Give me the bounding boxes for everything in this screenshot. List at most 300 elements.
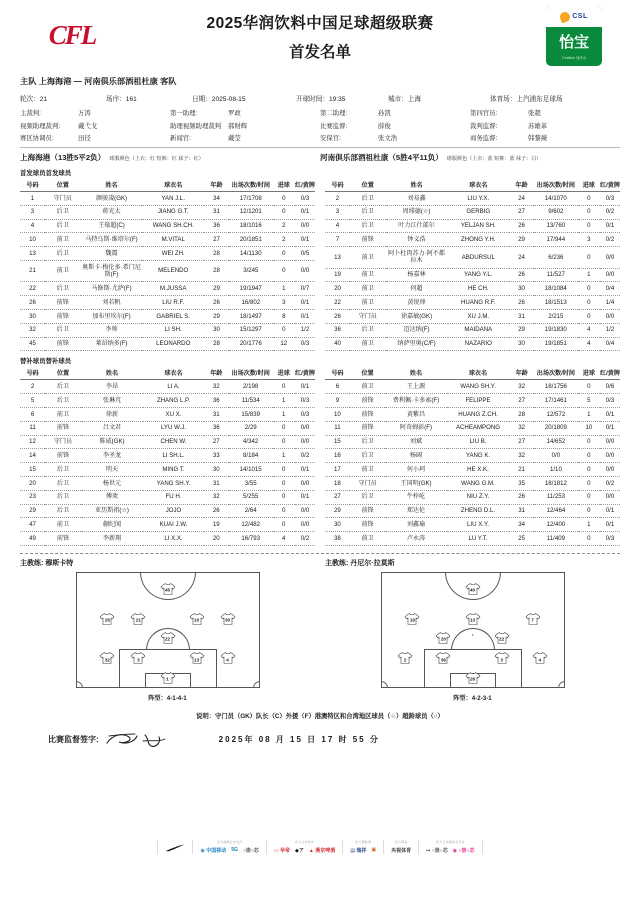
table-row <box>325 394 620 408</box>
table-row <box>20 518 315 532</box>
th-name: 姓名 <box>81 177 143 192</box>
cell-apps: 11/527 <box>534 268 578 282</box>
player-shirt-number: 32 <box>104 657 110 663</box>
cell-shirt: GERBIG <box>448 205 509 219</box>
sponsor-logo-icon: ○崇○芯 <box>242 847 259 854</box>
subs-section-label: 替补球员替补球员 <box>20 358 72 366</box>
cell-age: 26 <box>509 219 534 233</box>
player-shirt-icon <box>160 671 175 684</box>
cell-goals: 1 <box>578 407 600 421</box>
cell-name: 刘若帆 <box>81 296 143 310</box>
cell-goals: 4 <box>273 532 295 546</box>
cell-cards: 0/1 <box>600 219 620 233</box>
cell-num: 19 <box>325 268 350 282</box>
cell-age: 30 <box>509 337 534 351</box>
cell-cards: 0/1 <box>295 296 315 310</box>
cell-name: 张琳芃 <box>81 394 143 408</box>
starters-section-label: 首发球员首发球员 <box>20 170 72 177</box>
cell-shirt: LI X.X. <box>143 532 204 546</box>
cell-pos: 后卫 <box>45 205 81 219</box>
cell-pos: 前卫 <box>350 268 386 282</box>
cell-pos: 前卫 <box>350 380 385 394</box>
cell-apps: 14/1070 <box>534 192 578 206</box>
official-value: 万涛 <box>78 110 91 117</box>
player-shirt-icon <box>220 612 235 625</box>
csl-mark-text: CSL <box>572 13 588 20</box>
table-row <box>325 380 620 394</box>
cell-age: 36 <box>204 421 229 435</box>
cell-pos: 后卫 <box>350 323 386 337</box>
cell-cards: 0/0 <box>295 518 315 532</box>
cell-goals: 0 <box>578 192 600 206</box>
cell-pos: 后卫 <box>45 219 81 233</box>
th-age: 年龄 <box>204 365 229 380</box>
cell-shirt: YANG K. <box>447 449 509 463</box>
cell-name: 叶力江什部尔 <box>386 219 448 233</box>
cell-cards: 0/3 <box>295 407 315 421</box>
cell-name: 牛梓屹 <box>385 490 447 504</box>
cell-shirt: LIU Y.X. <box>448 192 509 206</box>
player-shirt-icon <box>189 612 204 625</box>
table-row <box>325 504 620 518</box>
table-row <box>20 435 315 449</box>
cell-shirt: CHEN W. <box>143 435 204 449</box>
cell-goals: 0 <box>273 504 295 518</box>
cell-goals: 0 <box>578 504 600 518</box>
cell-cards: 0/3 <box>295 337 315 351</box>
cell-cards: 0/0 <box>295 421 315 435</box>
cell-apps: 2/215 <box>534 309 578 323</box>
th-shirt: 球衣名 <box>143 365 204 380</box>
cell-cards: 0/0 <box>600 435 620 449</box>
cell-shirt: ABDURSUL <box>448 247 509 268</box>
cell-num: 16 <box>325 449 350 463</box>
cell-num: 18 <box>325 476 350 490</box>
flame-icon <box>559 10 572 23</box>
official-label: 安保官: <box>320 135 341 142</box>
cell-pos: 后卫 <box>350 219 386 233</box>
page-subtitle: 首发名单 <box>288 43 351 61</box>
cell-name: 黄紫昌 <box>385 407 447 421</box>
cell-pos: 后卫 <box>45 247 81 261</box>
official-value: 韩黎薇 <box>528 135 548 142</box>
cell-shirt: WANG G.M. <box>447 476 509 490</box>
cell-cards: 0/3 <box>295 192 315 206</box>
cell-shirt: M.VITAL <box>142 233 204 247</box>
cell-pos: 后卫 <box>350 435 385 449</box>
cell-goals: 0 <box>273 247 295 261</box>
cell-cards: 0/1 <box>600 421 620 435</box>
cell-goals: 0 <box>578 449 600 463</box>
official-label: 赛区协调员: <box>20 135 54 142</box>
csl-badge <box>546 6 602 27</box>
player-shirt-number: 4 <box>226 657 229 663</box>
cell-age: 33 <box>204 449 229 463</box>
home-subs-col <box>20 365 315 546</box>
cell-name: 傅欢 <box>81 490 143 504</box>
cell-num: 47 <box>20 518 45 532</box>
table-row <box>20 260 315 281</box>
penalty-arc <box>451 628 495 650</box>
cell-shirt: NAZARIO <box>448 337 509 351</box>
cell-pos: 后卫 <box>45 490 81 504</box>
cell-apps: 15/1297 <box>229 323 273 337</box>
player-shirt-number: 21 <box>135 617 141 623</box>
cell-apps: 12/464 <box>534 504 578 518</box>
cell-apps: 3/245 <box>229 260 273 281</box>
cell-age: 26 <box>204 296 229 310</box>
cell-age: 31 <box>204 205 229 219</box>
player-shirt-number: 30 <box>224 617 231 623</box>
th-pos: 位置 <box>350 177 386 192</box>
cell-goals: 4 <box>578 337 600 351</box>
table-row <box>325 296 620 310</box>
cell-age: 36 <box>204 219 229 233</box>
cell-apps: 12/400 <box>534 518 578 532</box>
cell-cards: 0/1 <box>600 407 620 421</box>
cell-goals: 0 <box>273 435 295 449</box>
cell-pos: 前卫 <box>350 463 385 477</box>
cell-shirt: JIANG G.T. <box>142 205 204 219</box>
cell-age: 34 <box>509 518 534 532</box>
cell-cards: 0/1 <box>600 504 620 518</box>
cfl-logo-text: CFL <box>48 19 96 50</box>
cell-shirt: JOJO <box>143 504 204 518</box>
cell-cards: 0/3 <box>600 192 620 206</box>
player-shirt-number: 36 <box>440 657 446 663</box>
cell-apps: 17/944 <box>534 233 578 247</box>
cell-name: 蒯纪闻 <box>81 518 143 532</box>
cell-apps: 14/652 <box>534 435 578 449</box>
corner-arc <box>253 681 260 688</box>
sponsor-blue-icon: ▤ 瑞祥 <box>350 847 367 854</box>
cell-pos: 后卫 <box>350 490 385 504</box>
cell-goals: 0 <box>273 380 295 394</box>
away-subs-col <box>325 365 620 546</box>
cell-num: 11 <box>325 421 350 435</box>
handwritten-signature-icon <box>103 730 179 750</box>
legend-text: 说明：守门员（GK）队长（C）外援（F）港澳特区和台湾地区球员（☆）超龄球员（○） <box>196 712 444 720</box>
cell-goals: 0 <box>578 309 600 323</box>
cell-shirt: MAIDANA <box>448 323 509 337</box>
sponsor-red-icon: ▭ 华帝 <box>273 847 291 854</box>
player-shirt-number: 1 <box>166 676 169 682</box>
player-shirt-number: 22 <box>499 636 505 642</box>
official-value: 罗政 <box>228 110 241 117</box>
cell-cards: 0/3 <box>295 394 315 408</box>
sponsor-bar <box>0 830 640 864</box>
cell-pos: 后卫 <box>350 192 386 206</box>
cell-name: 郑达伦 <box>385 504 447 518</box>
cell-num: 29 <box>325 504 350 518</box>
cell-apps: 12/1201 <box>229 205 273 219</box>
cell-goals: 0 <box>273 490 295 504</box>
official-value: 戴弋戈 <box>78 122 98 130</box>
official-value: 张超 <box>528 110 541 117</box>
signature-row <box>20 730 620 750</box>
official-label: 第二助理: <box>320 110 348 117</box>
table-row <box>20 323 315 337</box>
cell-shirt: HE X.K. <box>447 463 509 477</box>
table-row <box>20 449 315 463</box>
cell-num: 11 <box>20 421 45 435</box>
cell-num: 10 <box>20 233 45 247</box>
cell-num: 45 <box>20 337 45 351</box>
cell-name: 吕文君 <box>81 421 143 435</box>
player-shirt-number: 4 <box>538 657 542 663</box>
cell-num: 13 <box>20 247 45 261</box>
cell-age: 34 <box>204 192 229 206</box>
divider <box>482 840 483 854</box>
th-cards: 红/黄牌 <box>600 365 620 380</box>
cell-apps: 15/839 <box>229 407 273 421</box>
cell-shirt: LIU R.F. <box>142 296 204 310</box>
page-header <box>20 0 620 72</box>
away-formation-col <box>325 558 620 702</box>
table-row <box>20 247 315 261</box>
cell-name: 杨世元 <box>81 476 143 490</box>
cell-pos: 前卫 <box>350 532 385 546</box>
away-team-kit: 球服颜色（上衣：蓝 短裤：蓝 袜子：白） <box>446 156 542 162</box>
meta-stadium: 体育场：上汽浦东足球场 <box>490 96 563 103</box>
cell-cards: 0/0 <box>295 435 315 449</box>
cell-goals: 0 <box>578 463 600 477</box>
cell-name: 莱昂纳多(F) <box>81 337 143 351</box>
cell-shirt: WANG SH.CH. <box>142 219 204 233</box>
cell-name: 卢永涛 <box>385 532 447 546</box>
jinliu-beer-icon: ▲ 燕京啤酒 <box>308 847 336 854</box>
cell-num: 15 <box>325 435 350 449</box>
cell-shirt: GABRIEL S. <box>142 309 204 323</box>
cell-name: 王国明(GK) <box>385 476 447 490</box>
table-row <box>20 476 315 490</box>
table-row <box>20 205 315 219</box>
cell-pos: 后卫 <box>45 394 81 408</box>
media-1-icon: ↦ ○崇○芯 <box>426 847 448 854</box>
table-row <box>325 407 620 421</box>
player-shirt-icon <box>189 652 204 665</box>
cell-name: 刘斌 <box>385 435 447 449</box>
th-apps: 出场次数/时间 <box>534 365 578 380</box>
player-shirt-icon <box>131 652 146 665</box>
cell-age: 27 <box>204 233 229 247</box>
player-shirt-number: 2 <box>403 657 407 663</box>
cell-apps: 14/1015 <box>229 463 273 477</box>
5g-icon: 5G <box>231 847 238 853</box>
cell-num: 26 <box>20 296 45 310</box>
cell-cards: 0/0 <box>600 449 620 463</box>
cell-num: 15 <box>20 463 45 477</box>
cell-age: 24 <box>509 192 534 206</box>
cell-cards: 0/1 <box>295 309 315 323</box>
cell-goals: 0 <box>273 476 295 490</box>
table-row <box>20 421 315 435</box>
cell-name: 加布里埃尔(F) <box>81 309 143 323</box>
table-header-row <box>20 365 315 380</box>
cell-shirt: LI SH. <box>142 323 204 337</box>
official-value: 苏雄革 <box>528 122 548 130</box>
player-shirt-icon <box>405 612 420 625</box>
away-formation-label: 阵型：4-2-3-1 <box>453 694 492 702</box>
table-header-row <box>325 177 620 192</box>
table-row <box>325 463 620 477</box>
table-row <box>325 192 620 206</box>
th-apps: 出场次数/时间 <box>229 365 273 380</box>
cell-age: 26 <box>509 268 534 282</box>
table-row <box>20 407 315 421</box>
cell-goals: 0 <box>578 490 600 504</box>
player-shirt-number: 10 <box>194 617 200 623</box>
cell-num: 10 <box>325 407 350 421</box>
cell-shirt: ZHANG L.P. <box>143 394 204 408</box>
player-shirt-icon <box>465 612 480 625</box>
table-row <box>20 282 315 296</box>
table-row <box>325 518 620 532</box>
cell-age: 31 <box>509 309 534 323</box>
home-pitch-wrap <box>20 572 315 688</box>
cell-name: 徐新 <box>81 407 143 421</box>
player-shirt-number: 19 <box>409 617 415 623</box>
cell-cards: 0/0 <box>295 504 315 518</box>
cell-pos: 前锋 <box>45 296 81 310</box>
cell-goals: 1 <box>578 518 600 532</box>
official-value: 田径 <box>78 135 91 142</box>
cell-name: 何小珂 <box>385 463 447 477</box>
cell-age: 30 <box>204 463 229 477</box>
cell-shirt: XU X. <box>143 407 204 421</box>
cell-num: 30 <box>20 309 45 323</box>
cell-pos: 前卫 <box>45 233 81 247</box>
cell-age: 26 <box>204 504 229 518</box>
player-shirt-icon <box>100 652 115 665</box>
cell-pos: 前锋 <box>350 233 386 247</box>
cell-num: 14 <box>20 449 45 463</box>
cell-num: 49 <box>20 532 45 546</box>
th-num: 号码 <box>325 177 350 192</box>
official-label: 第一助理: <box>170 110 198 117</box>
table-row <box>325 247 620 268</box>
cell-apps: 19/1947 <box>229 282 273 296</box>
cell-pos: 前卫 <box>350 247 386 268</box>
team-banner <box>20 152 620 163</box>
cell-goals: 0 <box>273 518 295 532</box>
cell-cards: 0/2 <box>295 532 315 546</box>
cell-apps: 19/1851 <box>534 337 578 351</box>
cell-age: 31 <box>204 407 229 421</box>
cell-shirt: ACHEAMPONG <box>447 421 509 435</box>
cell-goals: 0 <box>578 380 600 394</box>
cell-pos: 前卫 <box>350 282 386 296</box>
cell-shirt: YAN J.L. <box>142 192 204 206</box>
table-row <box>20 296 315 310</box>
cell-cards: 0/1 <box>295 380 315 394</box>
cell-pos: 后卫 <box>45 463 81 477</box>
sponsor-group <box>350 840 376 855</box>
cell-cards: 0/3 <box>600 532 620 546</box>
cell-name: 黄锐烽 <box>386 296 448 310</box>
cell-shirt: YANG SH.Y. <box>143 476 204 490</box>
cell-cards: 0/1 <box>295 205 315 219</box>
cell-num: 5 <box>20 394 45 408</box>
cell-pos: 前卫 <box>45 518 81 532</box>
home-subs-body <box>20 380 315 546</box>
starters-tables <box>20 177 620 351</box>
cell-cards: 0/0 <box>295 476 315 490</box>
player-shirt-icon <box>465 582 480 595</box>
cell-goals: 0 <box>273 323 295 337</box>
official-label: 第四官员: <box>470 110 498 117</box>
cell-name: 徐嘉敏(GK) <box>386 309 448 323</box>
cell-age: 30 <box>509 282 534 296</box>
china-mobile-icon: ◉ 中国移动 <box>200 847 227 854</box>
meta-city: 城市：上海 <box>388 96 421 103</box>
cell-num: 3 <box>325 205 350 219</box>
cell-age: 29 <box>204 282 229 296</box>
cell-num: 23 <box>20 490 45 504</box>
th-num: 号码 <box>20 177 45 192</box>
th-age: 年龄 <box>509 177 534 192</box>
table-row <box>325 337 620 351</box>
cell-goals: 0 <box>273 192 295 206</box>
cell-name: 纳萨里奥(C/F) <box>386 337 448 351</box>
table-header-row <box>20 177 315 192</box>
table-row <box>20 380 315 394</box>
cell-name: 魏震 <box>81 247 143 261</box>
away-coach <box>325 558 620 568</box>
officials-row <box>20 133 620 142</box>
table-row <box>325 205 620 219</box>
cell-num: 38 <box>325 532 350 546</box>
away-coach-label: 主教练: <box>325 559 349 567</box>
cell-age: 27 <box>509 205 534 219</box>
cell-cards: 0/6 <box>600 380 620 394</box>
cell-num: 36 <box>325 323 350 337</box>
cell-pos: 前卫 <box>45 260 81 281</box>
cell-num: 4 <box>20 219 45 233</box>
home-starters-col <box>20 177 315 351</box>
formations-section <box>20 558 620 702</box>
cell-age: 35 <box>509 476 534 490</box>
cell-num: 9 <box>325 394 350 408</box>
cell-goals: 0 <box>273 421 295 435</box>
table-row <box>325 233 620 247</box>
cell-num: 12 <box>20 435 45 449</box>
cell-goals: 1 <box>273 282 295 296</box>
cell-pos: 前锋 <box>45 337 81 351</box>
cell-apps: 13/760 <box>534 219 578 233</box>
home-team-name: 上海海港（13胜5平2负） <box>20 153 106 162</box>
official-label: 视频助理裁判: <box>20 122 61 130</box>
player-shirt-icon <box>131 612 146 625</box>
cell-age: 31 <box>204 476 229 490</box>
cell-name: 奥斯卡·梅伦多·希门尼斯(F) <box>81 260 143 281</box>
cell-goals: 10 <box>578 421 600 435</box>
cell-cards: 0/1 <box>295 463 315 477</box>
sponsor-group <box>391 840 411 855</box>
table-row <box>20 337 315 351</box>
cell-num: 20 <box>20 476 45 490</box>
sponsor-caption: 官方战略合作伙伴 <box>216 839 243 844</box>
cell-apps: 2/198 <box>229 380 273 394</box>
cell-name: 钟义浩 <box>386 233 448 247</box>
signature-label: 比赛监督签字: <box>48 735 99 745</box>
divider <box>342 840 343 854</box>
cell-apps: 19/1830 <box>534 323 578 337</box>
cell-name: 马特乌斯·维塔尔(F) <box>81 233 143 247</box>
subs-tables <box>20 365 620 546</box>
cell-shirt: ZHONG Y.H. <box>448 233 509 247</box>
cell-age: 19 <box>204 518 229 532</box>
